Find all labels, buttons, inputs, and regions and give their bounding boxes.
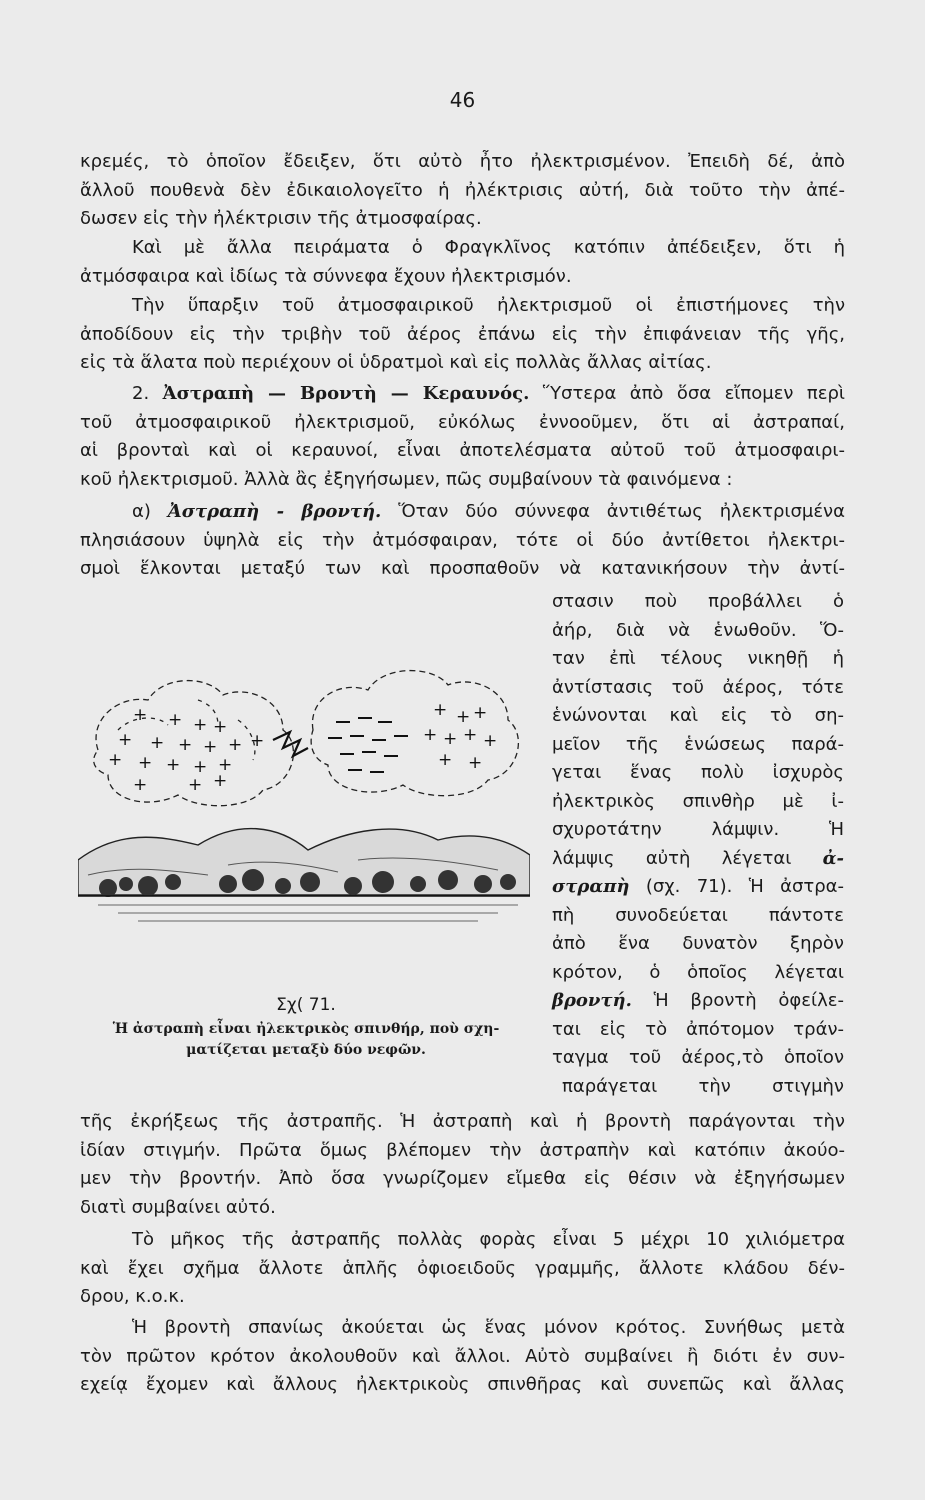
text-line: ται εἰς τὸ ἀπότομον τράν-	[552, 1018, 844, 1040]
svg-text:+: +	[250, 731, 265, 751]
page-number: 46	[449, 88, 476, 112]
subsection-heading-line	[80, 498, 845, 527]
svg-text:+: +	[213, 717, 228, 737]
svg-text:+: +	[213, 771, 228, 791]
svg-text:+: +	[473, 703, 488, 723]
svg-text:+: +	[138, 753, 153, 773]
section-number: 2.	[132, 383, 150, 404]
text-line: καὶ ἔχει σχῆμα ἄλλοτε ἁπλῆς ὀφιοειδοῦς γραμμῆς, ἄλλοτε κλάδου δέν-	[80, 1257, 845, 1279]
text-line: ἀντίστασις τοῦ ἀέρος, τότε	[552, 676, 844, 698]
svg-text:+: +	[218, 755, 233, 775]
text-line: μεν τὴν βροντήν. Ἀπὸ ὅσα γνωρίζομεν εἴμεθα εἰς θέσιν νὰ ἐξηγήσωμεν	[80, 1168, 845, 1189]
paragraph-intro	[80, 148, 845, 234]
term-vronti: βροντή.	[552, 990, 632, 1011]
svg-text:+: +	[438, 750, 453, 770]
svg-text:+: +	[188, 775, 203, 795]
svg-text:+: +	[166, 755, 181, 775]
text-line: ἰδίαν στιγμήν. Πρῶτα ὅμως βλέπομεν τὴν ἀστραπὴν καὶ κατόπιν ἀκούο-	[80, 1139, 845, 1161]
svg-text:+: +	[150, 733, 165, 753]
figure-caption-line: Ἡ ἀστραπὴ εἶναι ἠλεκτρικὸς σπινθήρ, ποὺ σχη-	[112, 1021, 500, 1037]
text-fragment: Ἡ βροντὴ ὀφείλε-	[653, 990, 844, 1011]
text-line: διατὶ συμβαίνει αὐτό.	[80, 1196, 276, 1218]
text-line: τὸν πρῶτον κρότον ἀκολουθοῦν καὶ ἄλλοι. Αὐτὸ συμβαίνει ἢ διότι ἐν συν-	[80, 1345, 845, 1367]
text-line: Καὶ μὲ ἄλλα πειράματα ὁ Φραγκλῖνος κατόπιν ἀπέδειξεν, ὅτι ἡ	[132, 237, 845, 258]
text-line: παράγεται τὴν στιγμὴν	[562, 1075, 844, 1097]
text-fragment: λάμψις αὐτὴ λέγεται	[552, 847, 792, 869]
paragraph-thunder	[80, 1314, 845, 1400]
text-line: Ὅταν δύο σύννεφα ἀντιθέτως ἠλεκτρισμένα	[398, 501, 845, 522]
text-line: κρεμές, τὸ ὁποῖον ἔδειξεν, ὅτι αὐτὸ ἦτο ἠλεκτρισμένον. Ἐπειδὴ δέ, ἀπὸ	[80, 151, 845, 172]
text-line: εχείᾳ ἔχομεν καὶ ἄλλους ἠλεκτρικοὺς σπινθῆρας καὶ συνεπῶς καὶ ἄλλας	[80, 1374, 845, 1395]
paragraph-explosion	[80, 1108, 845, 1222]
text-line: Ὕστερα ἀπὸ ὅσα εἴπομεν περὶ	[542, 383, 845, 404]
svg-text:+: +	[178, 735, 193, 755]
negative-charges	[328, 718, 408, 772]
text-line: κρότον, ὁ ὁποῖος λέγεται	[552, 961, 844, 983]
text-line: σμοὶ ἕλκονται μεταξύ των καὶ προσπαθοῦν νὰ κατανικήσουν τὴν ἀντί-	[80, 558, 845, 579]
text-line: αἱ βρονταὶ καὶ οἱ κεραυνοί, εἶναι ἀποτελέσματα αὐτοῦ τοῦ ἀτμοσφαιρι-	[80, 440, 845, 461]
hills-landscape	[78, 829, 530, 921]
svg-text:+: +	[203, 737, 218, 757]
right-cloud-positive-charges	[423, 700, 497, 773]
text-line: τοῦ ἀτμοσφαιρικοῦ ἠλεκτρισμοῦ, εὐκόλως ἐννοοῦμεν, ὅτι αἱ ἀστραπαί,	[80, 411, 845, 433]
text-line: ἀήρ, διὰ νὰ ἑνωθοῦν. Ὅ-	[552, 619, 844, 641]
subsection-a	[80, 498, 845, 584]
text-line: δωσεν εἰς τὴν ἠλέκτρισιν τῆς ἀτμοσφαίρας.	[80, 208, 482, 229]
svg-text:+: +	[423, 725, 438, 745]
text-line: ταν ἐπὶ τέλους νικηθῇ ἡ	[552, 648, 844, 669]
text-line: ἀποδίδουν εἰς τὴν τριβὴν τοῦ ἀέρος ἐπάνω εἰς τὴν ἐπιφάνειαν τῆς γῆς,	[80, 323, 845, 345]
svg-text:+: +	[483, 731, 498, 751]
figure-label: Σχ( 71.	[276, 995, 336, 1015]
subsection-label: α)	[132, 501, 151, 522]
text-line: Ἡ βροντὴ σπανίως ἀκούεται ὡς ἕνας μόνον κρότος. Συνήθως μετὰ	[132, 1317, 845, 1338]
term-astrapi: στραπὴ	[552, 876, 630, 897]
svg-text:+: +	[443, 729, 458, 749]
text-line: εἰς τὰ ἅλατα ποὺ περιέχουν οἱ ὑδρατμοὶ καὶ εἰς πολλὰς ἄλλας αἰτίας.	[80, 352, 712, 373]
svg-text:+: +	[133, 775, 148, 795]
text-line: Τὴν ὕπαρξιν τοῦ ἀτμοσφαιρικοῦ ἠλεκτρισμοῦ οἱ ἐπιστήμονες τὴν	[132, 295, 845, 316]
svg-text:+: +	[193, 715, 208, 735]
svg-text:+: +	[118, 730, 133, 750]
text-line: ἄλλοῦ πουθενὰ δὲν ἐδικαιολογεῖτο ἡ ἠλέκτρισις αὐτή, διὰ τοῦτο τὴν ἀπέ-	[80, 179, 845, 201]
svg-text:+: +	[228, 735, 243, 755]
text-line	[552, 845, 844, 874]
text-line: ἠλεκτρικὸς σπινθὴρ μὲ ἰ-	[552, 790, 844, 812]
figure-71-caption	[80, 995, 532, 1061]
section-2	[80, 380, 845, 494]
text-line	[552, 987, 844, 1016]
svg-text:+: +	[168, 710, 183, 730]
text-line: σχυροτάτην λάμψιν. Ἡ	[552, 819, 844, 840]
svg-text:+: +	[463, 725, 478, 745]
section-heading-line	[80, 380, 845, 409]
svg-text:+: +	[468, 753, 483, 773]
svg-text:+: +	[433, 700, 448, 720]
paragraph-franklin	[80, 234, 845, 291]
section-heading: Ἀστραπὴ — Βροντὴ — Κεραυνός.	[162, 383, 530, 404]
text-line	[552, 873, 844, 902]
text-fragment: (σχ. 71). Ἡ ἀστρα-	[645, 876, 844, 897]
right-column-text	[552, 588, 844, 1101]
svg-text:+: +	[456, 707, 471, 727]
text-line: στασιν ποὺ προβάλλει ὁ	[552, 591, 844, 612]
text-line: ἀτμόσφαιρα καὶ ἰδίως τὰ σύννεφα ἔχουν ἠλεκτρισμόν.	[80, 265, 572, 287]
text-line: δρου, κ.ο.κ.	[80, 1286, 185, 1307]
term-astrapi: ἀ-	[822, 847, 844, 869]
text-line: κοῦ ἠλεκτρισμοῦ. Ἀλλὰ ἂς ἐξηγήσωμεν, πῶς συμβαίνουν τὰ φαινόμενα :	[80, 468, 733, 490]
paragraph-causes	[80, 292, 845, 378]
lightning-spark	[273, 732, 308, 756]
svg-text:+: +	[193, 757, 208, 777]
text-line: γεται ἕνας πολὺ ἰσχυρὸς	[552, 762, 844, 783]
figure-71-illustration	[78, 660, 530, 950]
figure-caption-line: ματίζεται μεταξὺ δύο νεφῶν.	[186, 1042, 426, 1058]
text-line: πλησιάσουν ὑψηλὰ εἰς τὴν ἀτμόσφαιραν, τότε οἱ δύο ἀντίθετοι ἠλεκτρι-	[80, 529, 845, 551]
text-line: ἑνώνονται καὶ εἰς τὸ ση-	[552, 705, 844, 726]
subsection-heading: Ἀστραπὴ - βροντή.	[167, 501, 382, 522]
text-line: πὴ συνοδεύεται πάντοτε	[552, 904, 844, 926]
svg-text:+: +	[108, 750, 123, 770]
text-line: μεῖον τῆς ἑνώσεως παρά-	[552, 733, 844, 755]
paragraph-length	[80, 1226, 845, 1312]
text-line: Τὸ μῆκος τῆς ἀστραπῆς πολλὰς φορὰς εἶναι 5 μέχρι 10 χιλιόμετρα	[132, 1229, 845, 1250]
positive-charges	[108, 705, 264, 795]
text-line: ταγμα τοῦ ἀέρος,τὸ ὁποῖον	[552, 1047, 844, 1068]
text-line: τῆς ἐκρήξεως τῆς ἀστραπῆς. Ἡ ἀστραπὴ καὶ ἡ βροντὴ παράγονται τὴν	[80, 1111, 845, 1132]
text-line: ἀπὸ ἕνα δυνατὸν ξηρὸν	[552, 933, 844, 954]
svg-text:+: +	[133, 705, 148, 725]
